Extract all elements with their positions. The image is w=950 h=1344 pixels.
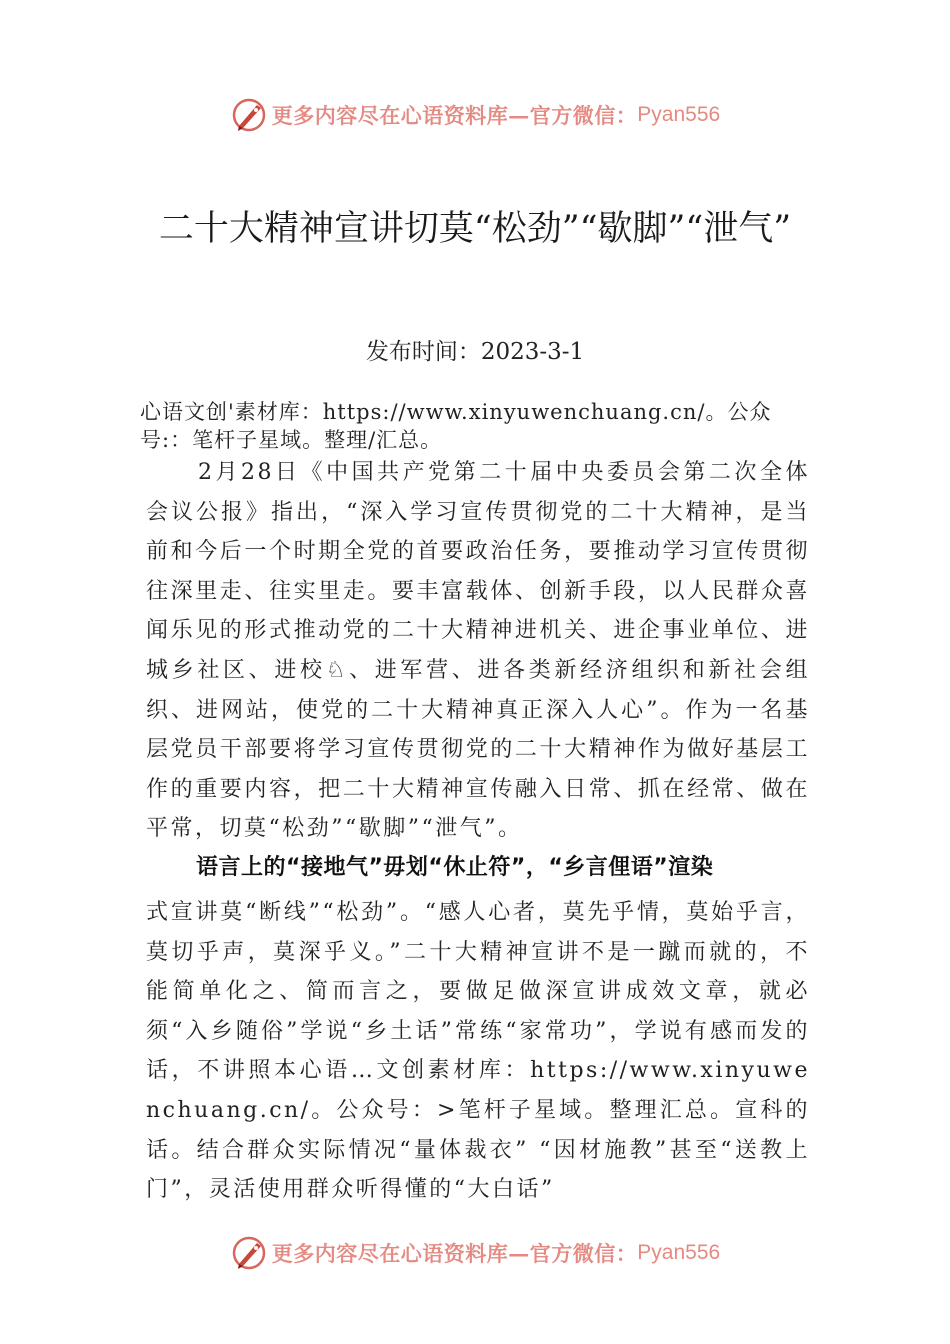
quill-pen-icon [230,1234,268,1272]
banner-text: 更多内容尽在心语资料库—官方微信： [271,103,638,128]
section-heading: 语言上的“接地气”毋划“休止符”，“乡言俚语”渲染 [196,855,714,880]
header-banner [0,93,950,137]
body-paragraph-2: 式宣讲莫“断线”“松劲”。“感人心者，莫先乎情，莫始乎言，莫切乎声，莫深乎义。”二十大精神宣讲不是一蹴而就的，不能简单化之、简而言之，要做足做深宣讲成效文章，就必须“入乡随俗”学说“乡土话”常练“家常功”，学说有感而发的话，不讲照本心语…文创素材库：https://www.xinyuwenchuang.cn/。公众号：>笔杆子星域。整理汇总。宣科的话。结合群众实际情况“量体裁衣” “因材施教”甚至“送教上门”，灵活使用群众听得懂的“大白话” [146,900,810,1203]
source-note: 心语文创'素材库：https://www.xinyuwenchuang.cn/。公众号:：笔杆子星域。整理/汇总。 [140,400,772,452]
article-title: 二十大精神宣讲切莫“松劲”“歇脚”“泄气” [158,209,792,249]
banner-text: 更多内容尽在心语资料库—官方微信： [271,1241,638,1266]
wechat-id: Pyan556 [637,1241,721,1264]
publish-date: 发布时间：2023-3-1 [365,339,585,365]
footer-banner [0,1231,950,1275]
wechat-id: Pyan556 [637,103,721,126]
quill-pen-icon [230,96,268,134]
body-paragraph-1: 2月28日《中国共产党第二十届中央委员会第二次全体会议公报》指出，“深入学习宣传贯彻党的二十大精神，是当前和今后一个时期全党的首要政治任务，要推动学习宣传贯彻往深里走、往实里走。要丰富载体、创新手段，以人民群众喜闻乐见的形式推动党的二十大精神进机关、进企事业单位、进城乡社区、进校♘、进军营、进各类新经济组织和新社会组织、进网站，使党的二十大精神真正深入人心”。作为一名基层党员干部要将学习宣传贯彻党的二十大精神作为做好基层工作的重要内容，把二十大精神宣传融入日常、抓在经常、做在平常，切莫“松劲”“歇脚”“泄气”。 [146,460,810,842]
